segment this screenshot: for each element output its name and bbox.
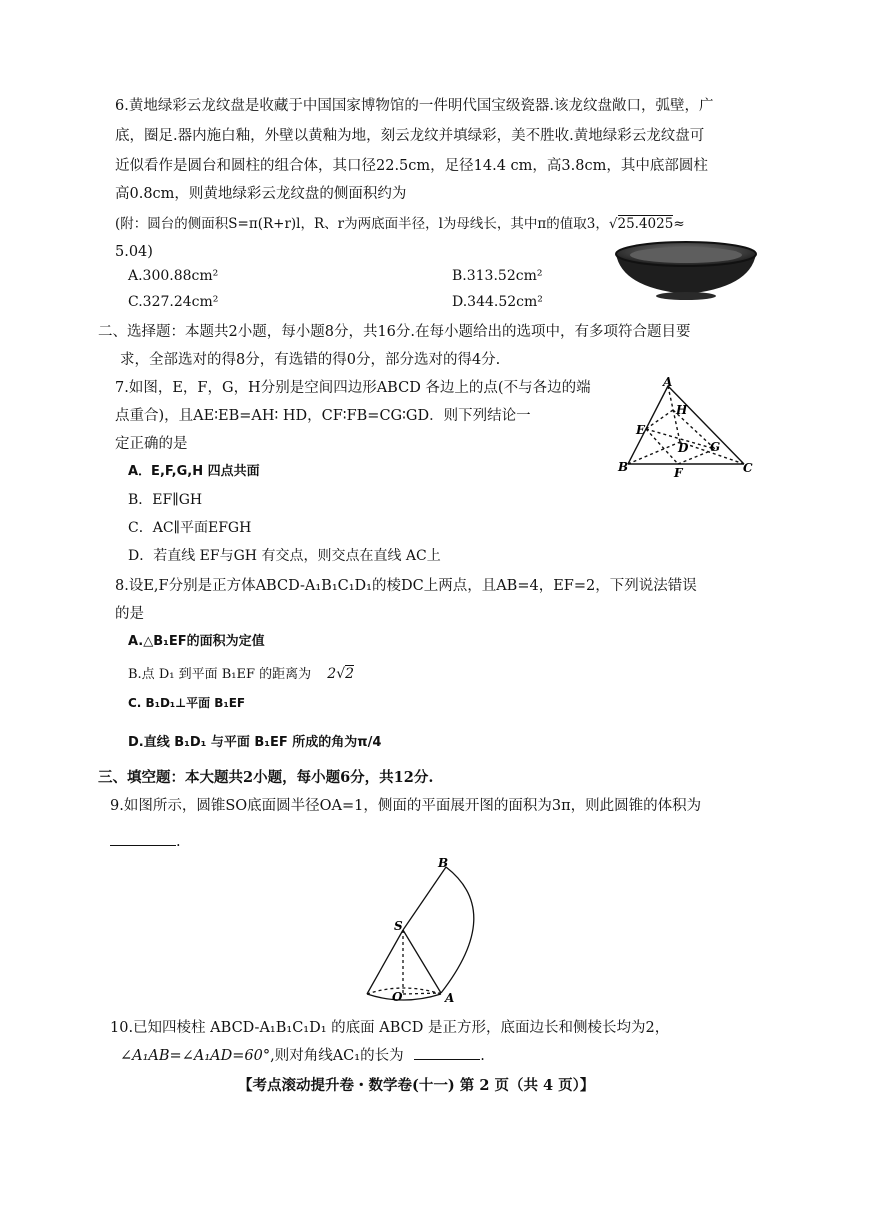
label-f: F [674,466,683,480]
label-c: C [743,461,753,475]
q7-line-2: 点重合)，且AE∶EB=AH∶ HD，CF∶FB=CG∶GD．则下列结论一 [115,408,531,424]
label-a: A [445,991,455,1005]
q10-blank-end: . [480,1048,485,1064]
label-b: B [618,460,629,474]
q6-option-b: B.313.52cm² [452,268,543,284]
sector-radius-sb [403,867,446,930]
q7-line-1: 7.如图，E，F，G，H分别是空间四边形ABCD 各边上的点(不与各边的端 [115,380,591,396]
section2-line-2: 求，全部选对的得8分，有选错的得0分，部分选对的得4分. [120,352,501,368]
q6-note-text: (附：圆台的侧面积S=π(R+r)l，R、r为两底面半径，l为母线长，其中π的值取3， [115,216,609,232]
cone-slant-left [367,930,403,994]
label-e: E [636,423,646,437]
q8-line-2: 的是 [115,606,144,622]
label-b: B [438,856,449,870]
q9-cone-figure [356,850,486,1010]
edge-bd [628,442,680,464]
q7-tetrahedron-figure [612,376,762,480]
q9-answer-blank [110,832,181,852]
q6-note-approx: ≈ [673,216,685,232]
q7-option-d: D．若直线 EF与GH 有交点，则交点在直线 AC上 [128,548,441,564]
q8-option-b-sqrt-value: 2 [345,666,355,682]
segment-ef [646,429,678,464]
q8-line-1: 8.设E,F分别是正方体ABCD-A₁B₁C₁D₁的棱DC上两点，且AB=4，EF=2，下列说法错误 [115,578,697,594]
q6-note-sqrt-sign: √ [608,216,618,232]
label-h: H [676,403,688,417]
q7-line-3: 定正确的是 [115,436,188,452]
q10-line-1: 10.已知四棱柱 ABCD-A₁B₁C₁D₁ 的底面 ABCD 是正方形，底面边长和侧棱长均为2， [110,1020,670,1036]
label-a: A [663,376,673,389]
q7-option-b: B．EF∥GH [128,492,203,508]
q10-blank [414,1059,480,1060]
plate-image [612,236,760,302]
q6-line-3: 近似看作是圆台和圆柱的组合体，其口径22.5cm，足径14.4 cm，高3.8cm，其中底部圆柱 [115,158,708,174]
section3-line: 三、填空题：本大题共2小题，每小题6分，共12分. [98,769,434,786]
q6-option-c: C.327.24cm² [128,294,219,310]
q9-blank-end: . [176,834,181,850]
label-s: S [394,919,403,933]
q10-angle-condition: ∠A₁AB=∠A₁AD=60° [120,1048,271,1064]
edge-ab [628,386,668,464]
q6-note-line-2: 5.04) [115,244,153,260]
q6-line-2: 底，圈足.器内施白釉，外壁以黄釉为地，刻云龙纹并填绿彩，美不胜收.黄地绿彩云龙纹盘可 [115,128,705,144]
q6-note-line-1 [115,214,685,234]
q8-option-d: D.直线 B₁D₁ 与平面 B₁EF 所成的角为π/4 [128,735,382,750]
q8-option-b-text: B.点 D₁ 到平面 B₁EF 的距离为 [128,667,312,682]
section2-line-1: 二、选择题：本题共2小题，每小题8分，共16分.在每小题给出的选项中，有多项符合题目要 [98,324,691,340]
q9-blank [110,845,176,846]
cone-base-front [367,994,441,1000]
q6-note-sqrt-value: 25.4025 [617,216,674,232]
q8-option-b-sqrt-sign: √ [336,666,346,682]
page-footer: 【考点滚动提升卷・数学卷(十一) 第 2 页（共 4 页）】 [238,1077,595,1094]
label-g: G [710,440,721,454]
cone-slant-right [403,930,441,993]
q8-option-c: C. B₁D₁⊥平面 B₁EF [128,696,246,710]
q8-option-b [128,664,354,685]
q6-option-a: A.300.88cm² [128,268,219,284]
label-d: D [678,441,689,455]
q6-option-d: D.344.52cm² [452,294,543,310]
q10-line-2-text: ,则对角线AC₁的长为 [270,1048,404,1064]
sector-arc [441,867,474,993]
q7-option-c: C．AC∥平面EFGH [128,520,252,536]
label-o: O [392,990,403,1004]
q9-line: 9.如图所示，圆锥SO底面圆半径OA=1，侧面的平面展开图的面积为3π，则此圆锥的体积为 [110,798,702,814]
q7-option-a: A．E,F,G,H 四点共面 [128,464,260,479]
q8-option-b-coef: 2 [327,666,337,682]
cone-radius-oa [403,993,441,994]
q8-option-a: A.△B₁EF的面积为定值 [128,634,265,649]
q6-line-1: 6.黄地绿彩云龙纹盘是收藏于中国国家博物馆的一件明代国宝级瓷器.该龙纹盘敞口，弧壁，广 [115,98,714,114]
q10-line-2 [120,1046,485,1066]
q6-line-4: 高0.8cm，则黄地绿彩云龙纹盘的侧面积约为 [115,186,407,202]
